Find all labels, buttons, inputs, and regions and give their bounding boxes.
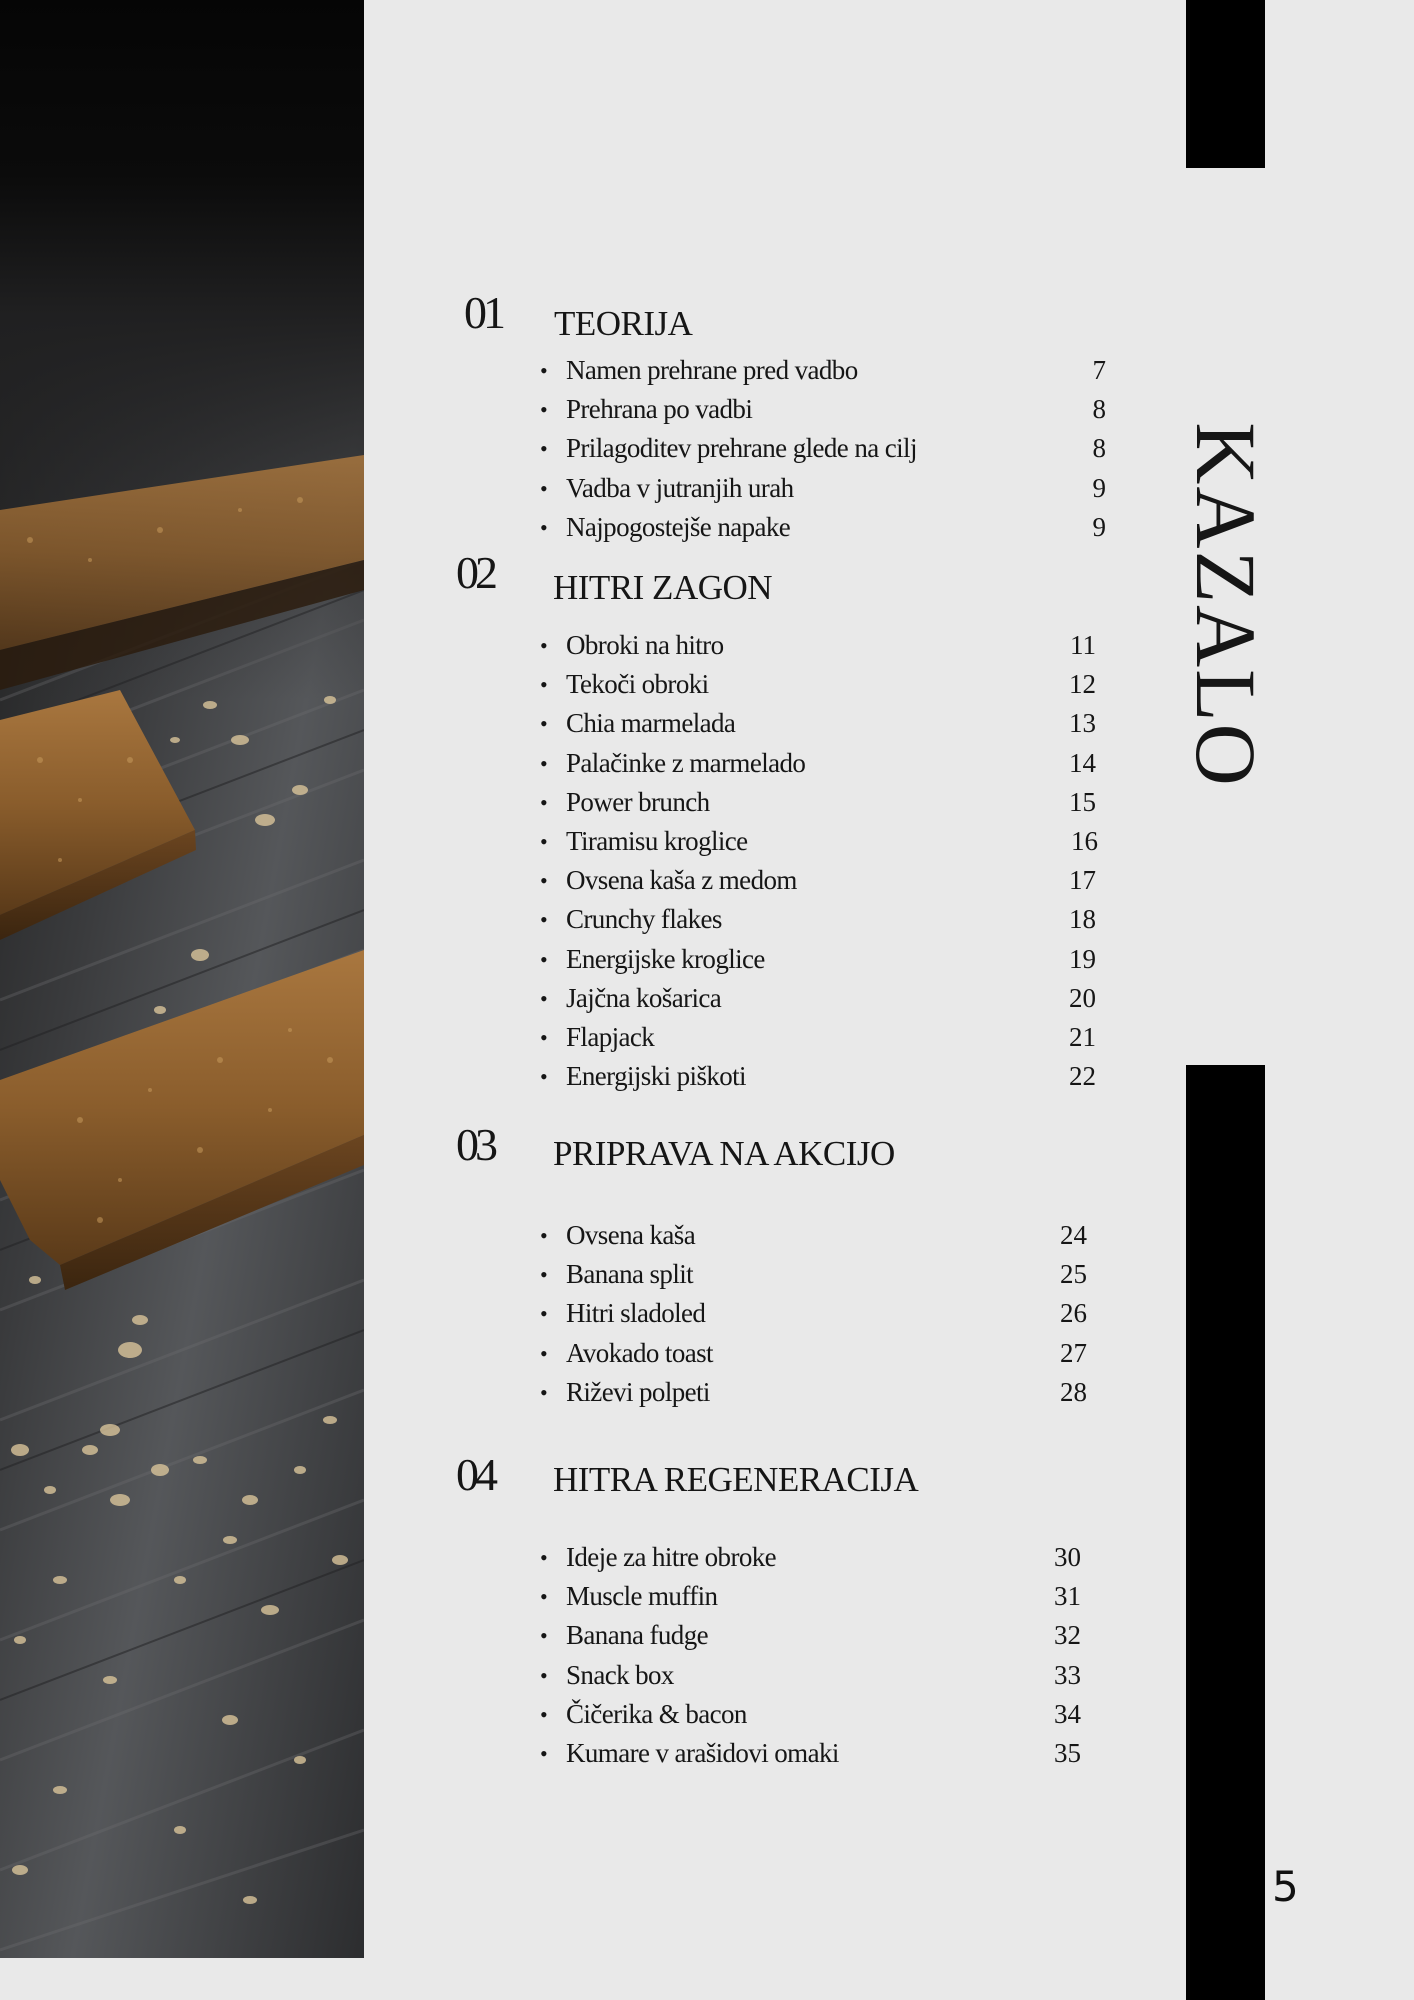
bullet-icon: • [540, 358, 548, 383]
toc-entry-label: Ovsena kaša z medom [566, 865, 797, 896]
toc-entry-label: Tekoči obroki [566, 669, 709, 700]
toc-entry[interactable] [464, 665, 1096, 704]
bullet-icon: • [540, 514, 548, 540]
bullet-icon: • [540, 397, 548, 423]
toc-entry-page: 19 [1069, 943, 1096, 974]
bullet-icon: • [540, 1340, 548, 1366]
toc-entry-label: Prehrana po vadbi [566, 394, 753, 425]
toc-entry-label: Avokado toast [566, 1337, 713, 1368]
toc-entry[interactable] [464, 1255, 1087, 1294]
toc-entry-label: Kumare v arašidovi omaki [566, 1737, 839, 1768]
section-title: HITRI ZAGON [553, 568, 773, 607]
bullet-icon: • [540, 750, 548, 776]
toc-entry-page: 18 [1069, 904, 1096, 935]
toc-entry[interactable] [464, 1734, 1084, 1773]
toc-entry[interactable] [464, 351, 1106, 390]
toc-entry-page: 20 [1069, 982, 1096, 1013]
toc-entry-page: 13 [1069, 708, 1096, 739]
toc-entry[interactable] [464, 469, 1106, 508]
toc-entry[interactable] [464, 979, 1096, 1018]
toc-entry-page: 31 [1054, 1581, 1081, 1612]
page-title: KAZALO [1178, 422, 1274, 788]
toc-entry-label: Muscle muffin [566, 1581, 718, 1612]
page-number: 5 [1272, 1862, 1299, 1911]
toc-entry-page: 16 [1071, 825, 1098, 856]
bullet-icon: • [540, 1223, 548, 1248]
toc-entry[interactable] [464, 1373, 1087, 1412]
bullet-icon: • [540, 1024, 548, 1050]
toc-entry-page: 26 [1060, 1298, 1087, 1329]
toc-entry-label: Banana fudge [566, 1620, 708, 1651]
toc-entry-label: Crunchy flakes [566, 904, 722, 935]
toc-entry-page: 25 [1060, 1259, 1087, 1290]
toc-entry-page: 8 [1092, 433, 1106, 464]
bullet-icon: • [540, 1064, 548, 1090]
bullet-icon: • [540, 946, 548, 972]
bullet-icon: • [540, 672, 548, 698]
toc-entry-page: 35 [1054, 1737, 1081, 1768]
bullet-icon: • [540, 633, 548, 658]
bullet-icon: • [540, 1379, 548, 1405]
toc-entry[interactable] [464, 1018, 1096, 1057]
toc-entry-label: Flapjack [566, 1021, 655, 1052]
bullet-icon: • [540, 1701, 548, 1727]
toc-entry[interactable] [464, 1538, 1084, 1577]
toc-entry-page: 27 [1060, 1337, 1087, 1368]
toc-entry-label: Vadba v jutranjih urah [566, 472, 794, 503]
toc-entry-page: 9 [1092, 472, 1106, 503]
toc-entry-page: 9 [1092, 511, 1106, 542]
toc-entry-label: Hitri sladoled [566, 1298, 706, 1329]
toc-entry-page: 14 [1069, 747, 1096, 778]
toc-entry-label: Namen prehrane pred vadbo [566, 355, 858, 385]
toc-entry-page: 32 [1054, 1620, 1081, 1651]
toc-entry-label: Energijske kroglice [566, 943, 765, 974]
section-title: PRIPRAVA NA AKCIJO [553, 1134, 895, 1173]
toc-entry-page: 24 [1060, 1220, 1087, 1250]
toc-entry-page: 21 [1069, 1021, 1096, 1052]
toc-entry-page: 12 [1069, 669, 1096, 700]
bullet-icon: • [540, 1545, 548, 1570]
bullet-icon: • [540, 436, 548, 462]
toc-entry[interactable] [464, 429, 1106, 468]
toc-entry-page: 22 [1069, 1061, 1096, 1092]
toc-entry[interactable] [464, 900, 1096, 939]
toc-entry[interactable] [464, 822, 1098, 861]
toc-entry-label: Čičerika & bacon [566, 1698, 747, 1729]
bullet-icon: • [540, 789, 548, 815]
toc-entry-label: Riževi polpeti [566, 1376, 710, 1407]
toc-entry[interactable] [464, 1656, 1084, 1695]
toc-entry[interactable] [464, 1577, 1084, 1616]
toc-entry-label: Ideje za hitre obroke [566, 1542, 777, 1572]
section-number: 01 [464, 287, 502, 338]
bullet-icon: • [540, 907, 548, 933]
toc-entry[interactable] [464, 390, 1106, 429]
toc-entry-page: 7 [1092, 355, 1106, 385]
toc-entry[interactable] [464, 744, 1096, 783]
bullet-icon: • [540, 711, 548, 737]
toc-entry-page: 34 [1054, 1698, 1081, 1729]
toc-list [464, 626, 1098, 1096]
toc-entry[interactable] [464, 1334, 1087, 1373]
bullet-icon: • [540, 1301, 548, 1327]
toc-entry[interactable] [464, 508, 1106, 547]
section-number: 03 [456, 1119, 494, 1170]
toc-list [464, 351, 1106, 547]
bullet-icon: • [540, 1623, 548, 1649]
oat-bars-photo [0, 0, 364, 1958]
bullet-icon: • [540, 868, 548, 894]
toc-entry-page: 28 [1060, 1376, 1087, 1407]
toc-entry-page: 17 [1069, 865, 1096, 896]
toc-entry-label: Obroki na hitro [566, 630, 724, 660]
toc-entry[interactable] [464, 626, 1096, 665]
toc-entry[interactable] [464, 1057, 1096, 1096]
toc-entry-page: 15 [1069, 786, 1096, 817]
toc-entry-label: Jajčna košarica [566, 982, 722, 1013]
toc-entry-label: Snack box [566, 1659, 674, 1690]
bullet-icon: • [540, 1662, 548, 1688]
toc-entry[interactable] [464, 940, 1096, 979]
bullet-icon: • [540, 1584, 548, 1610]
section-title: HITRA REGENERACIJA [553, 1460, 919, 1499]
toc-entry-label: Prilagoditev prehrane glede na cilj [566, 433, 917, 464]
section-title: TEORIJA [554, 304, 693, 343]
toc-entry[interactable] [464, 1216, 1087, 1255]
toc-entry-label: Chia marmelada [566, 708, 736, 739]
toc-entry[interactable] [464, 1616, 1084, 1655]
toc-entry[interactable] [464, 1294, 1087, 1333]
toc-entry-label: Najpogostejše napake [566, 511, 791, 542]
toc-entry-page: 11 [1070, 630, 1096, 660]
bullet-icon: • [540, 1262, 548, 1288]
bullet-icon: • [540, 828, 548, 854]
decorative-bar-top [1186, 0, 1265, 168]
bullet-icon: • [540, 475, 548, 501]
decorative-bar-bottom [1186, 1065, 1265, 2000]
toc-entry-label: Power brunch [566, 786, 710, 817]
toc-entry-label: Palačinke z marmelado [566, 747, 806, 778]
toc-entry-label: Tiramisu kroglice [566, 825, 748, 856]
toc-entry-page: 33 [1054, 1659, 1081, 1690]
toc-entry-page: 30 [1054, 1542, 1081, 1572]
section-number: 02 [456, 547, 494, 598]
bullet-icon: • [540, 1740, 548, 1766]
toc-entry-label: Banana split [566, 1259, 694, 1290]
toc-list [464, 1538, 1084, 1773]
section-number: 04 [456, 1449, 494, 1500]
toc-entry-label: Ovsena kaša [566, 1220, 696, 1250]
toc-entry-page: 8 [1092, 394, 1106, 425]
bullet-icon: • [540, 985, 548, 1011]
toc-entry[interactable] [464, 1695, 1084, 1734]
toc-entry-label: Energijski piškoti [566, 1061, 746, 1092]
toc-entry[interactable] [464, 704, 1096, 743]
toc-list [464, 1216, 1087, 1412]
toc-entry[interactable] [464, 783, 1096, 822]
toc-entry[interactable] [464, 861, 1096, 900]
